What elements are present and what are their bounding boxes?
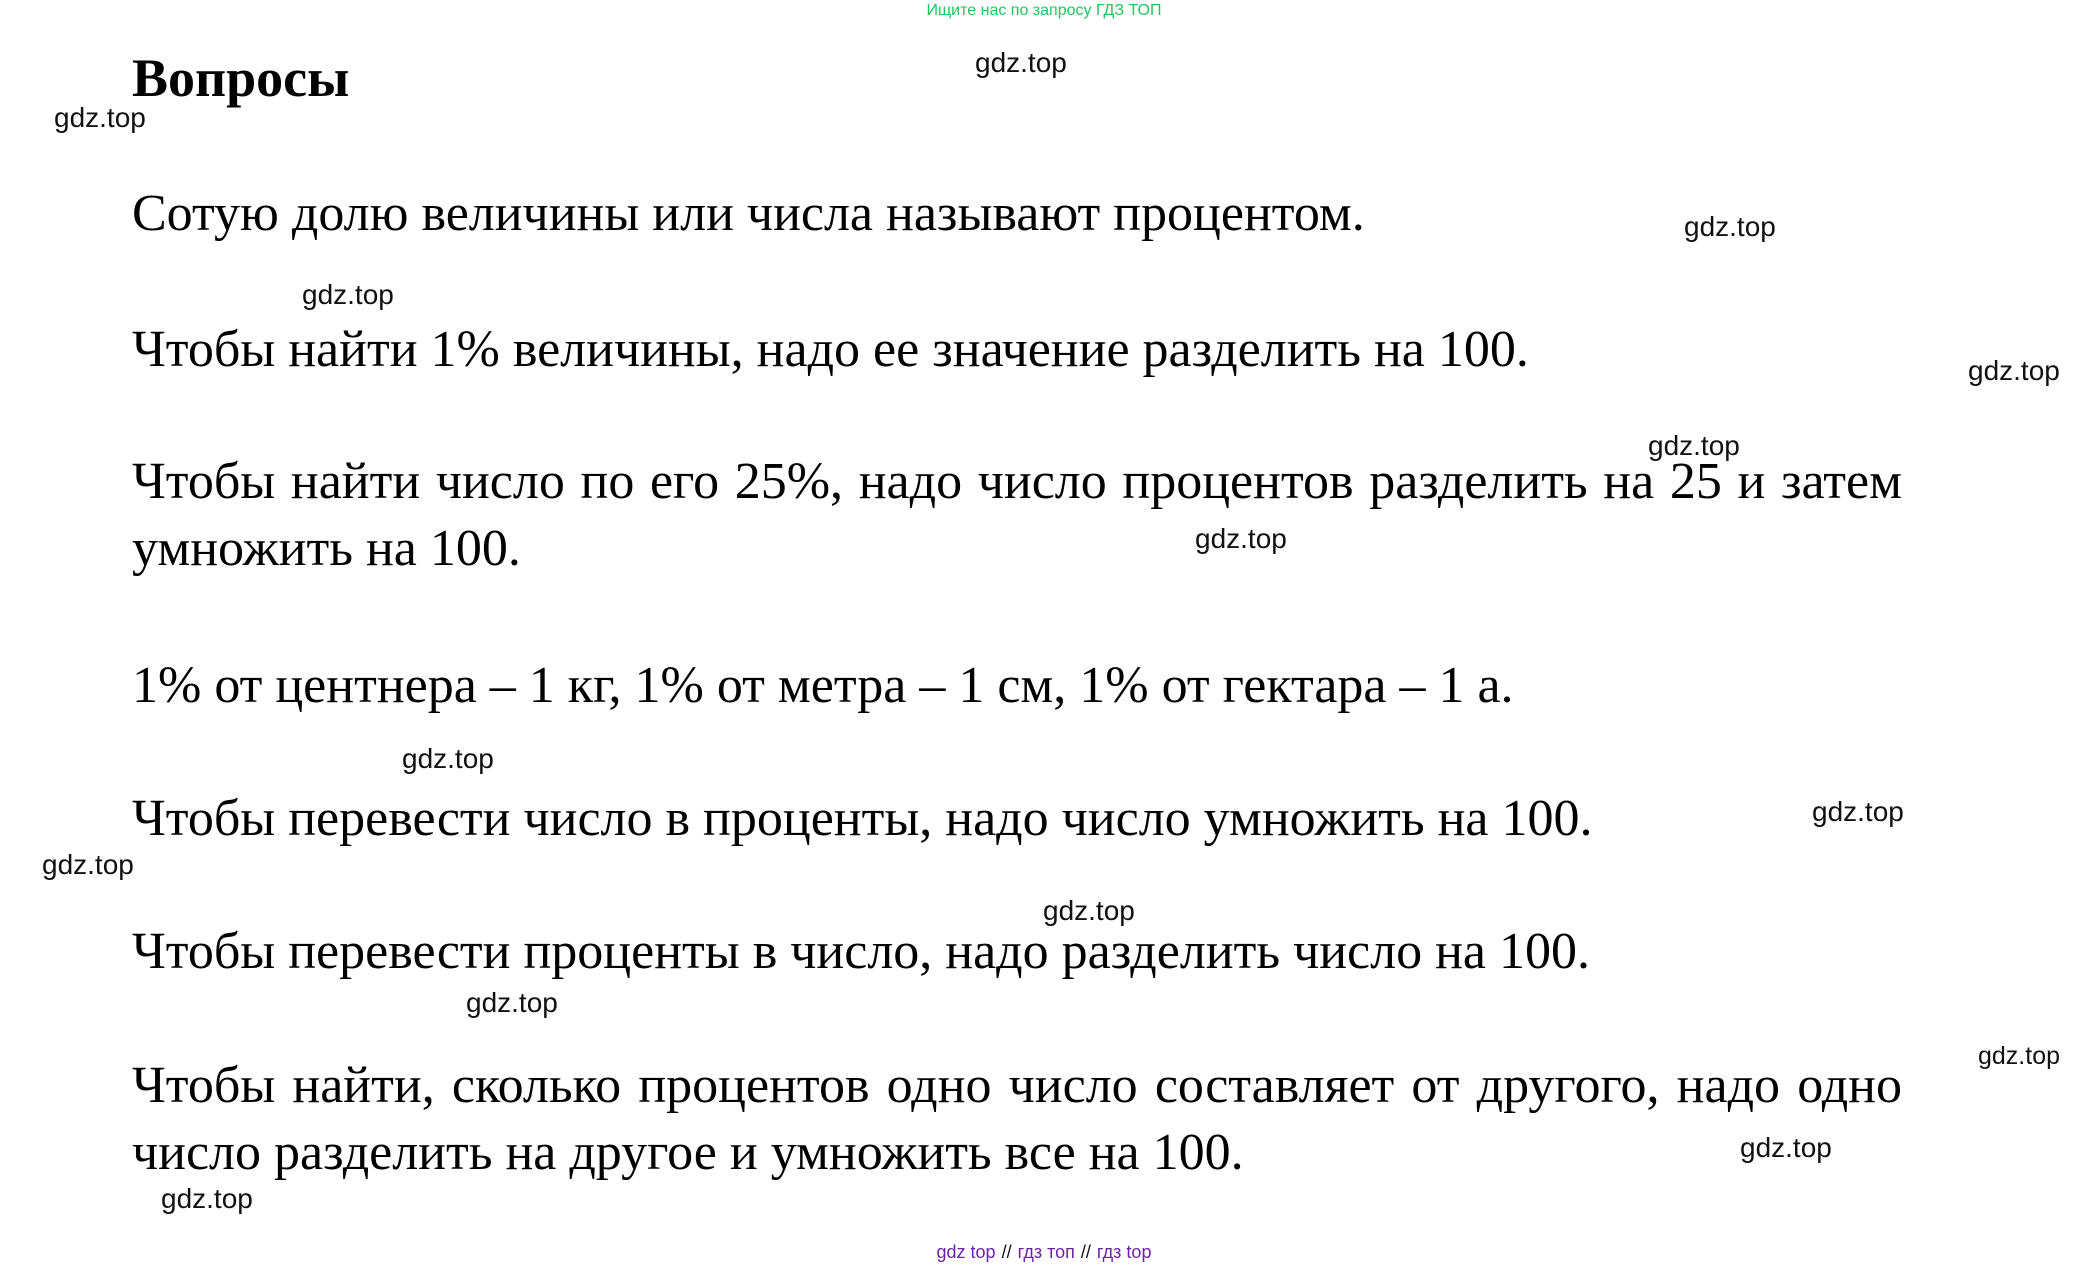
answer-paragraph-6: Чтобы перевести проценты в число, надо разделить число на 100. [132, 923, 1590, 980]
watermark: gdz.top [302, 279, 394, 310]
footer-item: гдз top [1096, 1242, 1152, 1262]
watermark: gdz.top [54, 102, 146, 133]
watermark: gdz.top [1812, 796, 1904, 827]
watermark: gdz.top [1043, 895, 1135, 926]
answer-paragraph-5: Чтобы перевести число в проценты, надо число умножить на 100. [132, 790, 1593, 847]
watermark: gdz.top [42, 849, 134, 880]
answer-paragraph-2: Чтобы найти 1% величины, надо ее значение разделить на 100. [132, 321, 1529, 378]
search-banner: Ищите нас по запросу ГДЗ ТОП [926, 2, 1162, 19]
footer-item: gdz top [936, 1242, 996, 1262]
footer-item: гдз топ [1017, 1242, 1075, 1262]
answer-paragraph-7: Чтобы найти, сколько процентов одно число составляет от другого, надо одно число разделить на другое и умножить все на 100. [132, 1057, 1902, 1181]
watermark: gdz.top [975, 47, 1067, 78]
watermark: gdz.top [1648, 430, 1740, 461]
answer-paragraph-4: 1% от центнера – 1 кг, 1% от метра – 1 см, 1% от гектара – 1 а. [132, 657, 1514, 714]
watermark: gdz.top [1684, 211, 1776, 242]
page-title: Вопросы [132, 48, 350, 108]
answer-paragraph-3: Чтобы найти число по его 25%, надо число процентов разделить на 25 и затем умножить на 100. [132, 453, 1902, 577]
answer-paragraph-1: Сотую долю величины или числа называют процентом. [132, 185, 1365, 242]
watermark: gdz.top [1978, 1042, 2061, 1070]
watermark: gdz.top [466, 987, 558, 1018]
watermark: gdz.top [1968, 355, 2060, 386]
watermark: gdz.top [1740, 1132, 1832, 1163]
footer-separator: // [1001, 1242, 1012, 1262]
footer-separator: // [1080, 1242, 1091, 1262]
footer-links [0, 1241, 2088, 1263]
watermark: gdz.top [161, 1183, 253, 1214]
watermark: gdz.top [1195, 523, 1287, 554]
watermark: gdz.top [402, 743, 494, 774]
